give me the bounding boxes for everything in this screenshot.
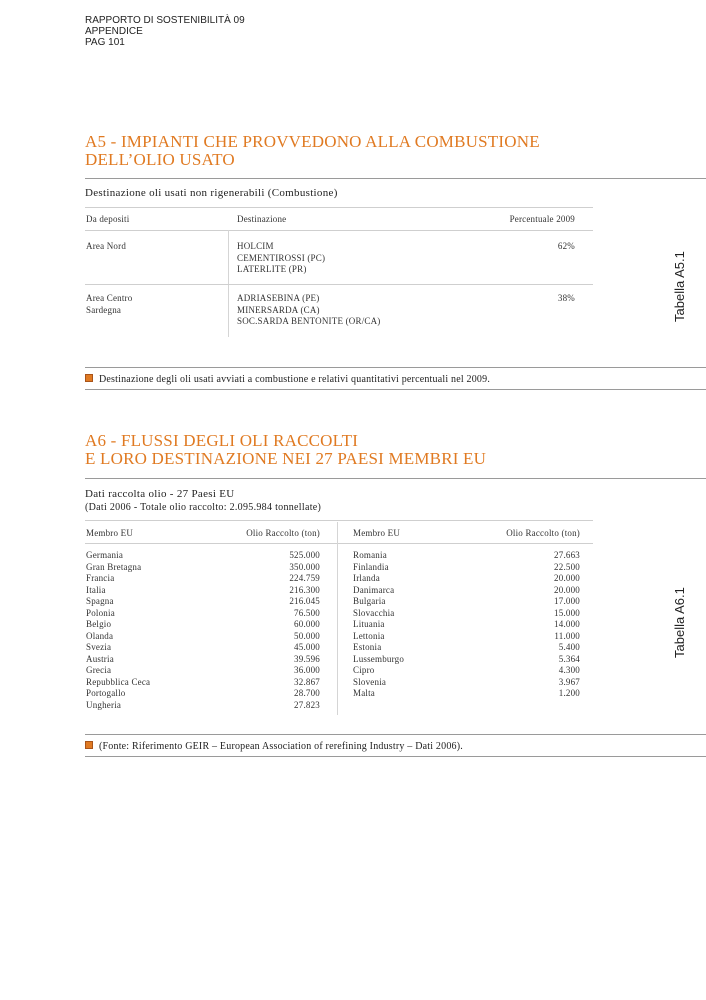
table-row-value: 350.000 xyxy=(289,561,320,572)
a5-row1-dest-line: LATERLITE (PR) xyxy=(237,264,307,274)
a5-title-line2: DELL’OLIO USATO xyxy=(85,150,235,169)
table-row-country: Repubblica Ceca xyxy=(86,676,151,687)
a5-row1-dest-line: HOLCIM xyxy=(237,241,274,251)
a5-header-rule xyxy=(85,230,593,231)
table-row-value: 17.000 xyxy=(554,596,580,606)
bullet-icon xyxy=(85,374,93,382)
table-row-country: Cipro xyxy=(353,665,375,675)
table-row-country: Portogallo xyxy=(86,688,126,698)
table-row-value: 39.596 xyxy=(294,653,320,664)
table-row-country: Italia xyxy=(86,584,106,595)
a6-right-values xyxy=(470,550,580,700)
a5-title-line1: A5 - IMPIANTI CHE PROVVEDONO ALLA COMBUSTIONE xyxy=(85,132,540,151)
a5-row1-percent: 62% xyxy=(557,241,575,251)
table-row-value: 216.300 xyxy=(289,584,320,595)
a6-note-top-rule xyxy=(85,734,706,735)
table-row-country: Romania xyxy=(353,550,387,560)
table-row-value: 4.300 xyxy=(558,665,580,675)
a5-note-bottom-rule xyxy=(85,389,706,390)
a5-row2-area xyxy=(86,293,132,316)
table-row-country: Svezia xyxy=(86,642,112,652)
a6-left-countries xyxy=(86,550,150,711)
table-row-value: 20.000 xyxy=(554,584,580,595)
a5-subtitle-rule xyxy=(85,207,593,208)
a5-row2-area-line: Area Centro xyxy=(86,293,133,303)
table-row-value: 60.000 xyxy=(294,619,320,629)
a6-subtitle-line1: Dati raccolta olio - 27 Paesi EU xyxy=(85,488,235,500)
table-row-value: 216.045 xyxy=(289,596,320,606)
a6-subtitle-line2: (Dati 2006 - Totale olio raccolto: 2.095.984 tonnellate) xyxy=(85,502,322,513)
a6-right-countries xyxy=(353,550,404,700)
a5-note xyxy=(85,374,490,385)
a5-col-destinazione: Destinazione xyxy=(237,214,287,224)
a6-side-label: Tabella A6.1 xyxy=(672,587,687,658)
a5-row1-area-line: Area Nord xyxy=(86,241,127,251)
table-row-country: Gran Bretagna xyxy=(86,561,142,572)
table-row-value: 32.867 xyxy=(294,676,320,687)
table-row-country: Lituania xyxy=(353,619,385,629)
page-number: PAG 101 xyxy=(85,37,125,48)
a5-row2-dest-line: ADRIASEBINA (PE) xyxy=(237,293,320,303)
a5-row2-area-line: Sardegna xyxy=(86,304,122,315)
table-row-value: 1.200 xyxy=(558,688,580,698)
table-row-country: Bulgaria xyxy=(353,596,386,606)
table-row-country: Estonia xyxy=(353,642,382,652)
a5-row1-destinations xyxy=(237,241,325,276)
table-row-value: 3.967 xyxy=(558,676,580,687)
table-row-country: Slovacchia xyxy=(353,607,395,618)
table-row-country: Germania xyxy=(86,550,124,560)
a6-subtitle-rule xyxy=(85,520,593,521)
table-row-country: Francia xyxy=(86,573,115,583)
a6-col-olio-left: Olio Raccolto (ton) xyxy=(246,528,320,538)
table-row-value: 22.500 xyxy=(554,561,580,572)
a5-row1-area xyxy=(86,241,126,253)
a5-title-rule xyxy=(85,178,706,179)
a5-row2-dest-line: SOC.SARDA BENTONITE (OR/CA) xyxy=(237,316,381,326)
a5-row2-dest-line: MINERSARDA (CA) xyxy=(237,304,320,315)
table-row-country: Spagna xyxy=(86,596,114,606)
table-row-value: 28.700 xyxy=(294,688,320,698)
a5-row2-destinations xyxy=(237,293,381,328)
table-row-country: Finlandia xyxy=(353,561,389,572)
table-row-country: Ungheria xyxy=(86,699,122,710)
a5-note-text: Destinazione degli oli usati avviati a combustione e relativi quantitativi percentuali nel 2009. xyxy=(99,374,491,385)
table-row-country: Grecia xyxy=(86,665,112,675)
table-row-country: Belgio xyxy=(86,619,112,629)
a5-col-depositi: Da depositi xyxy=(86,214,130,224)
table-row-country: Danimarca xyxy=(353,584,395,595)
a5-note-top-rule xyxy=(85,367,706,368)
table-row-country: Lettonia xyxy=(353,630,385,641)
table-row-value: 224.759 xyxy=(289,573,320,583)
table-row-value: 14.000 xyxy=(554,619,580,629)
table-row-value: 11.000 xyxy=(554,630,580,641)
a6-col-olio-right: Olio Raccolto (ton) xyxy=(506,528,580,538)
a6-title-rule xyxy=(85,478,706,479)
a6-title-line1: A6 - FLUSSI DEGLI OLI RACCOLTI xyxy=(85,431,359,450)
a5-table-subtitle: Destinazione oli usati non rigenerabili (Combustione) xyxy=(85,187,338,199)
table-row-value: 5.364 xyxy=(558,653,580,664)
a5-col-percentuale: Percentuale 2009 xyxy=(509,214,575,224)
a6-note-bottom-rule xyxy=(85,756,706,757)
table-row-value: 525.000 xyxy=(289,550,320,560)
table-row-value: 76.500 xyxy=(294,607,320,618)
table-row-value: 36.000 xyxy=(294,665,320,675)
a6-header-rule xyxy=(85,543,593,544)
a6-title-line2: E LORO DESTINAZIONE NEI 27 PAESI MEMBRI EU xyxy=(85,449,487,468)
a5-side-label: Tabella A5.1 xyxy=(672,251,687,322)
section-name: APPENDICE xyxy=(85,26,143,37)
table-row-value: 5.400 xyxy=(558,642,580,652)
a6-note-text: (Fonte: Riferimento GEIR – European Association of rerefining Industry – Dati 2006). xyxy=(99,741,463,752)
table-row-value: 27.663 xyxy=(554,550,580,560)
a6-left-values xyxy=(210,550,320,711)
a5-row-rule xyxy=(85,284,593,285)
table-row-country: Polonia xyxy=(86,607,115,618)
table-row-value: 50.000 xyxy=(294,630,320,641)
table-row-country: Malta xyxy=(353,688,375,698)
table-row-country: Lussemburgo xyxy=(353,653,405,664)
bullet-icon xyxy=(85,741,93,749)
a6-column-divider xyxy=(337,522,338,715)
table-row-value: 27.823 xyxy=(294,699,320,710)
table-row-country: Olanda xyxy=(86,630,114,641)
a6-note xyxy=(85,741,463,752)
table-row-country: Irlanda xyxy=(353,573,380,583)
table-row-country: Austria xyxy=(86,653,114,664)
a6-col-membro-left: Membro EU xyxy=(86,528,134,538)
table-row-value: 20.000 xyxy=(554,573,580,583)
a5-row1-dest-line: CEMENTIROSSI (PC) xyxy=(237,252,326,263)
a6-col-membro-right: Membro EU xyxy=(353,528,401,538)
report-title: RAPPORTO DI SOSTENIBILITÀ 09 xyxy=(85,15,245,26)
table-row-value: 45.000 xyxy=(294,642,320,652)
a5-row2-percent: 38% xyxy=(557,293,575,303)
document-header xyxy=(85,15,245,48)
table-row-country: Slovenia xyxy=(353,676,387,687)
table-row-value: 15.000 xyxy=(554,607,580,618)
